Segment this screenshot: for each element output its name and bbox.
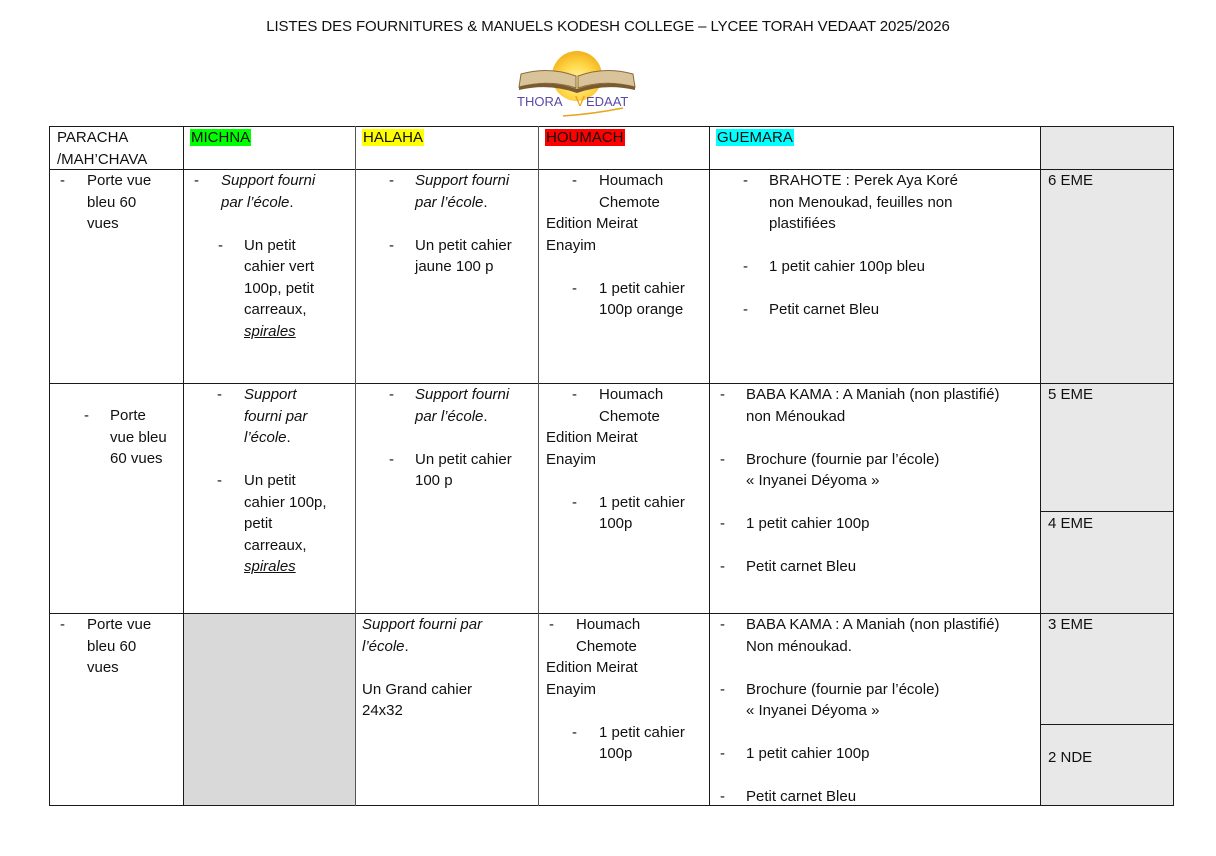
text-line: Petit carnet Bleu xyxy=(746,788,857,805)
row2-halaha: - Support fourni par l’école. - Un petit cahier 100 p xyxy=(389,384,537,492)
bullet-dash: - xyxy=(194,172,199,189)
row1-paracha xyxy=(60,170,151,235)
text-line: 1 petit cahier 100p xyxy=(746,745,870,762)
text-line: Non ménoukad. xyxy=(746,637,852,655)
bullet-dash: - xyxy=(720,515,725,532)
text-line: par l’école xyxy=(415,407,484,425)
row1-michna: - Support fourni par l’école. - Un petit cahier vert 100p, petit carreaux, spirales xyxy=(194,170,354,342)
grade-5eme: 5 EME xyxy=(1048,386,1094,403)
bullet-dash: - xyxy=(60,616,65,633)
logo-text-v: V xyxy=(575,93,586,110)
header-michna xyxy=(190,127,251,149)
header-guemara-label: GUEMARA xyxy=(717,129,793,146)
text-line: Porte vue xyxy=(87,616,152,633)
text-line: BRAHOTE : Perek Aya Koré xyxy=(769,172,958,189)
bullet-dash: - xyxy=(60,172,65,189)
text-line: Support fourni xyxy=(221,172,316,189)
text-line: 100p xyxy=(599,745,633,762)
bullet-dash: - xyxy=(720,450,725,468)
text-line: 100p xyxy=(599,515,633,532)
bullet-dash: - xyxy=(720,680,725,698)
text-line: carreaux, xyxy=(244,536,307,554)
text-line: Support fourni par xyxy=(362,616,483,633)
text-line: BABA KAMA : A Maniah (non plastifié) xyxy=(746,616,1000,633)
text-line: l’école xyxy=(362,637,405,655)
row3-houmach xyxy=(546,614,708,765)
text-line: « Inyanei Déyoma » xyxy=(746,702,880,719)
text-line: par l’école xyxy=(221,193,290,211)
row1-houmach xyxy=(546,170,708,321)
bullet-dash: - xyxy=(743,258,748,275)
row1-halaha: - Support fourni par l’école. - Un petit cahier jaune 100 p xyxy=(389,170,537,278)
bullet-dash: - xyxy=(743,172,748,189)
text-line: Chemote xyxy=(599,193,660,211)
text-line: Enayim xyxy=(546,680,597,698)
grade-4eme: 4 EME xyxy=(1048,515,1094,532)
bullet-dash: - xyxy=(389,236,394,254)
text-line: plastifiées xyxy=(769,215,836,232)
header-houmach xyxy=(545,127,625,149)
text-line: cahier vert xyxy=(244,258,315,275)
text-line: Porte vue xyxy=(87,172,152,189)
row2-michna: - Support fourni par l’école. - Un petit cahier 100p, petit carreaux, spirales xyxy=(217,384,354,578)
text-line: Brochure (fournie par l’école) xyxy=(746,450,940,468)
row2-guemara xyxy=(720,384,1038,578)
bullet-dash: - xyxy=(720,386,725,403)
text-line: Houmach xyxy=(599,172,664,189)
table-border-right xyxy=(1173,126,1174,806)
row2-paracha xyxy=(84,405,167,470)
text-line: jaune 100 p xyxy=(415,258,494,275)
logo-swoosh xyxy=(563,108,623,116)
text-line: cahier 100p, xyxy=(244,493,327,511)
text-line: Support xyxy=(244,386,297,403)
row3-paracha xyxy=(60,614,151,679)
text-line: l’école xyxy=(244,429,287,446)
logo-graphic xyxy=(513,48,641,118)
text-line: Chemote xyxy=(576,637,637,655)
text-line: « Inyanei Déyoma » xyxy=(746,472,880,489)
bullet-dash: - xyxy=(84,407,89,424)
text-line: carreaux, xyxy=(244,301,307,318)
text-line: Support fourni xyxy=(415,386,510,403)
text-line: Chemote xyxy=(599,407,660,425)
text-line: Un petit xyxy=(244,472,296,489)
grade-divider xyxy=(1040,511,1174,512)
logo-text-left: THORA xyxy=(517,94,563,109)
text-line: non Ménoukad xyxy=(746,407,846,425)
text-line: spirales xyxy=(244,322,296,340)
bullet-dash: - xyxy=(720,745,725,762)
text-line: Edition Meirat xyxy=(546,429,638,446)
bullet-dash: - xyxy=(389,172,394,189)
col-divider xyxy=(183,126,184,806)
text-line: Petit carnet Bleu xyxy=(769,301,880,318)
bullet-dash: - xyxy=(572,172,577,189)
text-line: Brochure (fournie par l’école) xyxy=(746,680,940,698)
text-line: 1 petit cahier 100p bleu xyxy=(769,258,925,275)
header-guemara xyxy=(716,127,794,149)
text-line: Un Grand cahier xyxy=(362,680,473,698)
text-line: Porte xyxy=(110,407,146,424)
text-line: 1 petit cahier xyxy=(599,279,685,297)
bullet-dash: - xyxy=(572,386,577,403)
table-border-left xyxy=(49,126,50,806)
text-line: Enayim xyxy=(546,450,597,468)
col-divider xyxy=(355,126,356,806)
text-line: Houmach xyxy=(576,616,641,633)
bullet-dash: - xyxy=(217,472,222,489)
bullet-dash: - xyxy=(720,616,725,633)
text-line: 24x32 xyxy=(362,702,403,719)
text-line: Un petit cahier xyxy=(415,450,512,468)
text-line: Edition Meirat xyxy=(546,659,638,676)
bullet-dash: - xyxy=(720,788,725,805)
bullet-dash: - xyxy=(572,723,577,741)
row2-houmach xyxy=(546,384,708,535)
row1-guemara xyxy=(743,170,1038,321)
col-divider xyxy=(1040,126,1041,806)
text-line: Enayim xyxy=(546,236,597,254)
text-line: non Menoukad, feuilles non xyxy=(769,193,953,211)
bullet-dash: - xyxy=(743,301,748,318)
bullet-dash: - xyxy=(389,450,394,468)
text-line: 1 petit cahier xyxy=(599,723,685,741)
empty-michna-cell xyxy=(183,613,355,805)
bullet-dash: - xyxy=(720,558,725,575)
bullet-dash: - xyxy=(218,236,223,254)
text-line: 100 p xyxy=(415,472,453,489)
bullet-dash: - xyxy=(549,616,554,633)
header-paracha xyxy=(57,127,147,170)
text-line: 60 vues xyxy=(110,450,163,467)
header-houmach-label: HOUMACH xyxy=(546,129,624,146)
bullet-dash: - xyxy=(572,493,577,511)
logo-text-right: EDAAT xyxy=(586,94,629,109)
grade-3eme: 3 EME xyxy=(1048,616,1094,633)
bullet-dash: - xyxy=(572,279,577,297)
bullet-dash: - xyxy=(217,386,222,403)
col-divider xyxy=(538,126,539,806)
text-line: Houmach xyxy=(599,386,664,403)
text-line: Edition Meirat xyxy=(546,215,638,232)
text-line: petit xyxy=(244,515,273,532)
text-line: Un petit cahier xyxy=(415,236,512,254)
text-line: Petit carnet Bleu xyxy=(746,558,857,575)
col-divider xyxy=(709,126,710,806)
header-paracha-line: PARACHA xyxy=(57,129,129,146)
header-michna-label: MICHNA xyxy=(191,129,251,146)
text-line: Un petit xyxy=(244,236,296,254)
text-line: bleu 60 xyxy=(87,193,137,211)
header-paracha-line: /MAH’CHAVA xyxy=(57,150,148,168)
text-line: vue bleu xyxy=(110,428,167,446)
row3-guemara xyxy=(720,614,1038,808)
text-line: 100p orange xyxy=(599,301,684,318)
text-line: vues xyxy=(87,659,119,676)
document-title: LISTES DES FOURNITURES & MANUELS KODESH COLLEGE – LYCEE TORAH VEDAAT 2025/2026 xyxy=(266,18,950,35)
grade-6eme: 6 EME xyxy=(1048,172,1094,189)
text-line: vues xyxy=(87,215,119,232)
text-line: par l’école xyxy=(415,193,484,211)
row3-halaha: Support fourni par l’école. Un Grand cahier 24x32 xyxy=(362,614,534,722)
text-line: 1 petit cahier 100p xyxy=(746,515,870,532)
thora-vedaat-logo xyxy=(513,48,641,118)
bullet-dash: - xyxy=(389,386,394,403)
text-line: 1 petit cahier xyxy=(599,493,685,511)
grade-2nde: 2 NDE xyxy=(1048,749,1093,766)
text-line: BABA KAMA : A Maniah (non plastifié) xyxy=(746,386,1000,403)
grade-divider xyxy=(1040,724,1174,725)
text-line: bleu 60 xyxy=(87,637,137,655)
header-halaha xyxy=(362,127,424,149)
text-line: Support fourni xyxy=(415,172,510,189)
header-halaha-label: HALAHA xyxy=(363,129,424,146)
text-line: spirales xyxy=(244,558,296,575)
grade-column-bg xyxy=(1040,126,1173,805)
text-line: fourni par xyxy=(244,407,308,425)
text-line: 100p, petit xyxy=(244,279,315,297)
